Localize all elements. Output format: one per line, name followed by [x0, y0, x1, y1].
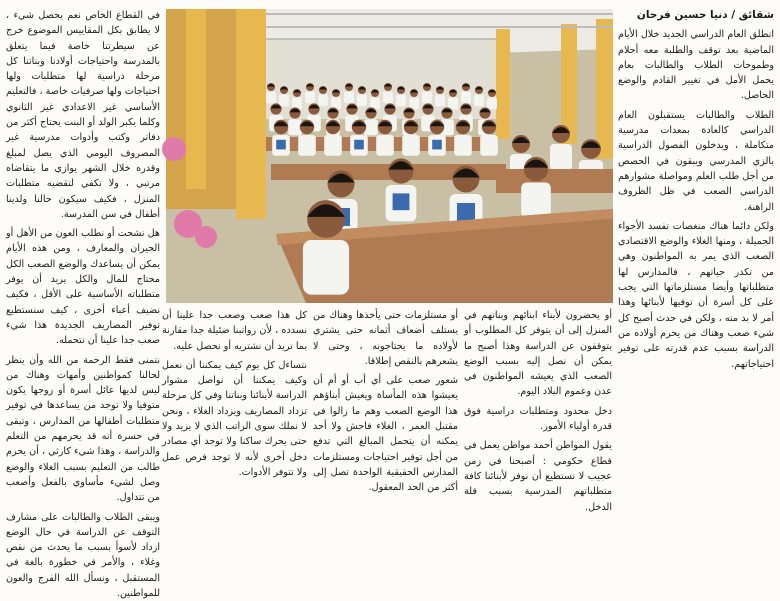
- paragraph: الطلاب والطالبات يستقبلون العام الدراسي كالعادة بمعدات مدرسية متكاملة ، ويدخلون الفصول الدراسية بالزي المدرسي ويبقون في الحصص من أجل طلب العلم ومواصلة مشوارهم الدراسي الصعب في ظل الظروف الراهنة.: [618, 108, 774, 215]
- student-figure: [396, 86, 406, 106]
- student-figure: [521, 157, 551, 218]
- student-figure: [292, 89, 302, 109]
- paragraph: ولكن دائما هناك منغصات تفسد الأجواء الجميلة ، ومنها الغلاء والوضع الاقتصادي الصعب الذي يمر به المواطنون وهي من تكدر حياتهم ، فالمدارس لها متطلباتها وأيضا مستلزماتها التي يجب على كل أسرة أن توفيها لأبنائها وهذا أمر لا بد منه ، ولكن في حدث أصبح كل شيء صعب وهناك من يحرم أولاده من الدراسة بسبب عدم قدرته على توفير احتياجاتهم.: [618, 219, 774, 372]
- classroom-photo: [166, 9, 613, 303]
- paragraph: انطلق العام الدراسي الجديد خلال الأيام الماضية بعد توقف والطلبة معه أحلام وطموحات الطلاب والطالبات بعام يحمل الأمل في تغيير القادم والوضع الحاصل.: [618, 27, 774, 103]
- student-figure: [344, 83, 354, 103]
- paragraph: أو يحضرون لأبناء ابنائهم وبناتهم في المنزل إلى أن يتوفر كل المطلوب أو يتوقفون عن الدراسة وهذا أصبح ما يمكن أن نصل إليه بسبب الوضع الصعب الذي يعيشه المواطنون في عدن وعموم البلاد اليوم.: [464, 308, 612, 400]
- article-column-bottom-left: [162, 308, 307, 470]
- student-figure: [383, 83, 393, 103]
- paragraph: كل هذا صعب وصعب جدا علينا أن نسدده ، لأن رواتبنا ضئيلة جدا مقارنة بما نريد أن نشتريه أو نحصل عليه.: [162, 308, 307, 354]
- student-figure: [266, 83, 276, 103]
- paragraph: هل نشحت أو نطلب العون من الأهل أو الجيران والمعارف ، ومن هذه الأيام يمكن أن يساعدك والوضع الصعب الكل محتاج للمال والكل يريد أن يوفر متطلباته الأساسية على الأقل ، فكيف نضيف أعباء أخرى ، كيف سنستطيع توفير المصاريف الجديدة هذا شيء صعب جدا علينا أن نتحمله.: [6, 226, 160, 348]
- student-figure: [386, 158, 417, 221]
- student-figure: [318, 86, 328, 106]
- student-figure: [272, 120, 290, 156]
- paragraph: نتساءل كل يوم كيف يمكننا أن نعمل وكيف يمكننا أن نواصل مشوار الدراسة لأبنائنا وبناتنا وفي كل مرحلة تزداد المصاريف ويزداد الغلاء ، ونحن لا نملك سوى الراتب الذي لا يزيد ولا حتى يحرك ساكنا ولا توجد أي مصادر دخل أخرى لأنه لا توجد فرص عمل ولا تتوفر الأدوات.: [162, 358, 307, 480]
- student-figure: [324, 120, 342, 156]
- student-figure: [402, 120, 420, 156]
- student-figure: [298, 120, 316, 156]
- student-figure: [454, 120, 472, 156]
- paragraph: شعور صعب على أي أب أو أم أن يعيشوا هذه المأساة ويعيش أبناؤهم هذا الوضع الصعب وهم ما زالوا في مقتبل العمر ، الغلاء فاحش ولا أحد يمكنه أن يتحمل المبالغ التي تدفع من أجل توفير احتياجات ومستلزمات المدارس الحقيقية الواحدة تصل إلى أكثر من الحد المعقول.: [313, 373, 458, 495]
- student-figure: [428, 120, 446, 156]
- student-figure: [279, 86, 289, 106]
- article-byline: شقائق / دنيا حسين فرحان: [618, 8, 774, 23]
- student-figure: [409, 89, 419, 109]
- student-figure: [474, 86, 484, 106]
- student-figure: [448, 89, 458, 109]
- paragraph: أو مستلزمات حتى يأخذها وهناك من يستلف أضعاف أثمانه حتى يشتري لأولاده ما يحتاجونه ، وحتى لا يشعرهم بالنقص إطلاقا.: [313, 308, 458, 369]
- student-figure: [422, 83, 432, 103]
- student-figure: [364, 107, 378, 135]
- student-figure: [305, 83, 315, 103]
- student-figure: [376, 120, 394, 156]
- paragraph: يقول المواطن أحمد مواطن يعمل في قطاع حكومي : أصبحنا في زمن عجيب لا نستطيع أن نوفر لأبنائنا كافة متطلباتهم المدرسية بسبب قلة الدخل.: [464, 438, 612, 514]
- student-figure: [303, 200, 349, 295]
- student-figure: [331, 89, 341, 109]
- paragraph: في القطاع الخاص نعم يحصل شيء ، لا يطابق بكل المقاييس الموضوع خرج عن سيطرتنا خاصة فيما يتعلق بالمدرسة واحتياجات أولادنا وبناتنا كل مرحلة دراسية لها متطلبات ولها احتياجات ولها صرفيات خاصة ، فالتعليم الأساسي غير الاعدادي غير الثانوي وكلما يكبر الولد أو البنت يحتاج أكثر من دفاتر وكتب وأدوات مدرسية غير المصروف اليومي الذي يصل لمبلغ وقدره خلال الشهر يوازي ما يتقاضاه مرتبي ، ولا تكفي لتقضيه متطلبات المنزل ، فكيف سيكون حالنا ولدينا أطفال في سن المدرسة.: [6, 8, 160, 222]
- student-figure: [487, 89, 497, 109]
- student-figure: [288, 107, 302, 135]
- article-column-right: [618, 8, 774, 470]
- article-column-bottom-middle: [313, 308, 458, 470]
- student-figure: [550, 125, 572, 170]
- student-figure: [370, 89, 380, 109]
- student-figure: [480, 120, 498, 156]
- paragraph: نتمنى فقط الرحمة من الله وأن ينظر لحالنا كمواطنين وأمهات وهناك من ليس لديها عائل أسرة أو زوجها يكون متوفيا ولا توجد من يساعدها في توفير متطلبات أطفالها من المدارس ، وتبقى في حسرة أنه قد يحرمهم من التعلم والدراسة ، وهذا شيء كارثي ، أن يحرم طالب من التعليم بسبب الغلاء والوضع وصل لشيء مأساوي بالفعل وأصعب من تتداول.: [6, 353, 160, 506]
- paragraph: دخل محدود ومتطلبات دراسية فوق قدرة أولياء الأمور.: [464, 404, 612, 435]
- paragraph: ويبقى الطلاب والطالبات على مشارف التوقف عن الدراسة في حال الوضع ازداد لأسوأ بسبب ما يحدث من نقص وغلاء ، والأمر في خطورة بالغة في المستقبل ، ونسأل الله الفرج والعون للمواطنين.: [6, 510, 160, 601]
- student-figure: [461, 83, 471, 103]
- student-figure: [435, 86, 445, 106]
- article-column-left: [6, 8, 160, 470]
- article-column-bottom-right: [464, 308, 612, 470]
- student-figure: [350, 120, 368, 156]
- student-figure: [357, 86, 367, 106]
